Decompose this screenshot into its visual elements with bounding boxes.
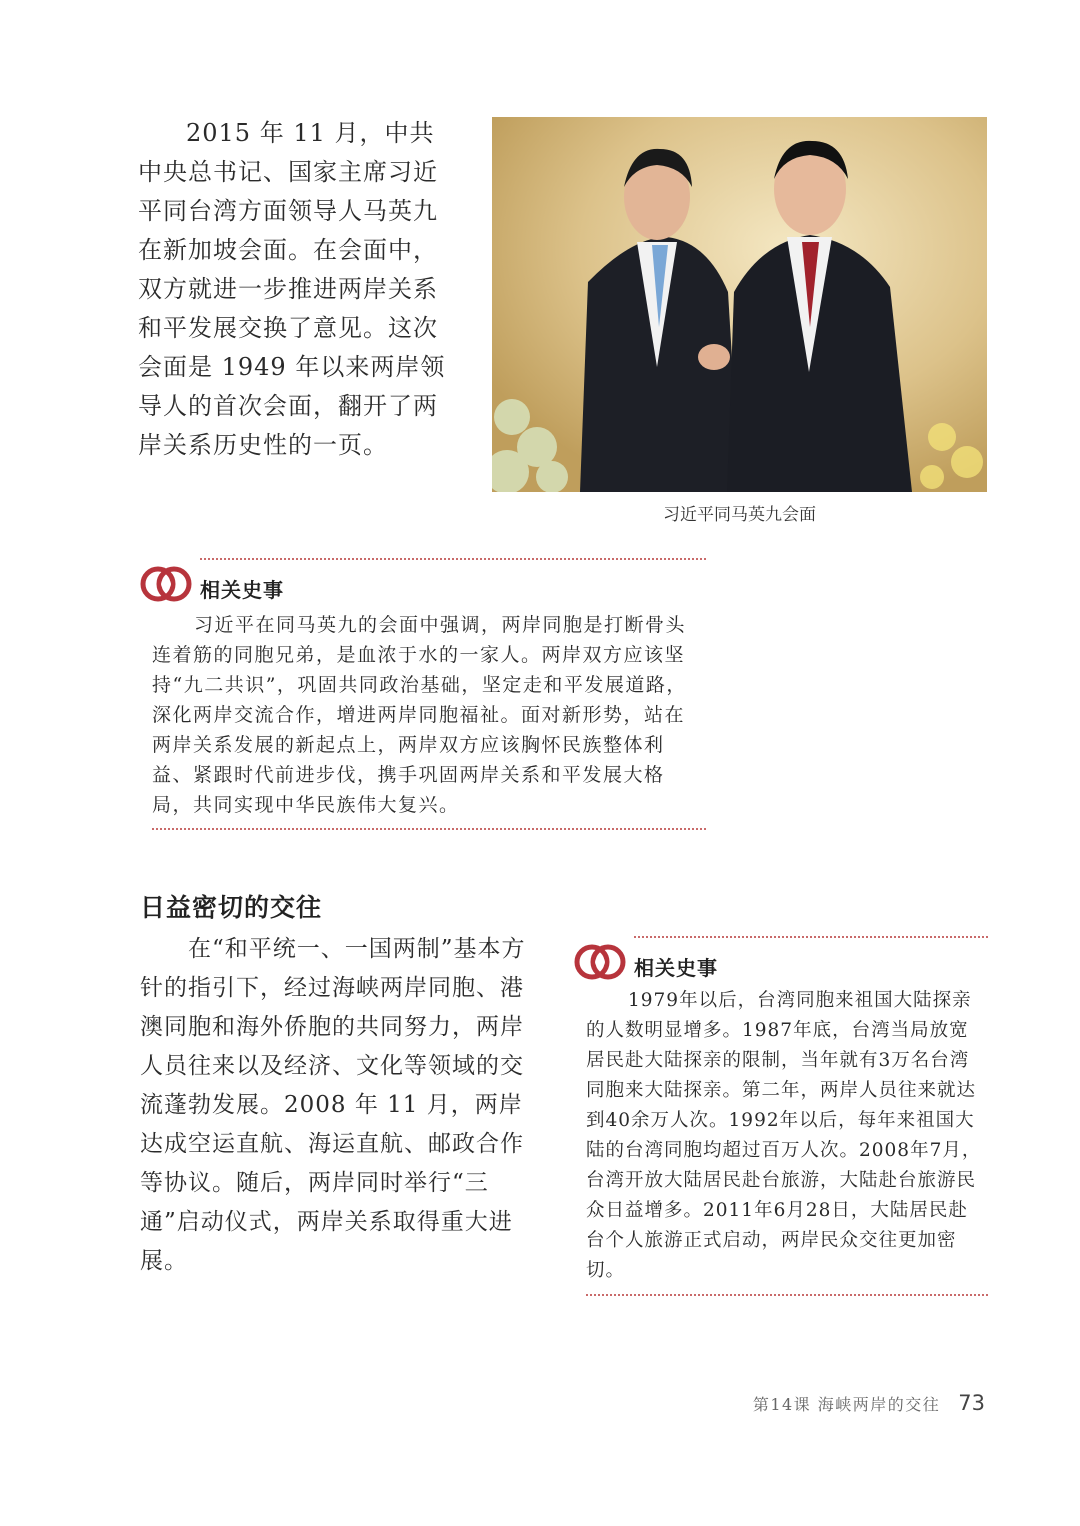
page-number: 73 xyxy=(958,1391,985,1415)
related-history-title: 相关史事 xyxy=(200,578,284,602)
related-history-box xyxy=(140,552,706,832)
dotted-rule-top-2 xyxy=(634,936,988,938)
related-history-text: 习近平在同马英九的会面中强调，两岸同胞是打断骨头连着筋的同胞兄弟，是血浓于水的一家人。两岸双方应该坚持“九二共识”，巩固共同政治基础，坚定走和平发展道路，深化两岸交流合作，增进两岸同胞福祉。面对新形势，站在两岸关系发展的新起点上，两岸双方应该胸怀民族整体利益、紧跟时代前进步伐，携手巩固两岸关系和平发展大格局，共同实现中华民族伟大复兴。 xyxy=(152,614,687,816)
lesson-label: 第14课 海峡两岸的交往 xyxy=(752,1395,941,1414)
related-history-box-2 xyxy=(574,930,988,1302)
intro-paragraph: 2015 年 11 月，中共中央总书记、国家主席习近平同台湾方面领导人马英九在新加坡会面。在会面中，双方就进一步推进两岸关系和平发展交换了意见。这次会面是 1949 年以来两岸领导人的首次会面，翻开了两岸关系历史性的一页。 xyxy=(138,119,446,459)
related-history-icon xyxy=(140,558,192,610)
related-history-text-2: 1979年以后，台湾同胞来祖国大陆探亲的人数明显增多。1987年底，台湾当局放宽居民赴大陆探亲的限制，当年就有3万名台湾同胞来大陆探亲。第二年，两岸人员往来就达到40余万人次。1992年以后，每年来祖国大陆的台湾同胞均超过百万人次。2008年7月，台湾开放大陆居民赴台旅游，大陆赴台旅游民众日益增多。2011年6月28日，大陆居民赴台个人旅游正式启动，两岸民众交往更加密切。 xyxy=(586,990,982,1281)
section-paragraph: 在“和平统一、一国两制”基本方针的指引下，经过海峡两岸同胞、港澳同胞和海外侨胞的共同努力，两岸人员往来以及经济、文化等领域的交流蓬勃发展。2008 年 11 月，两岸达成空运直航、海运直航、邮政合作等协议。随后，两岸同时举行“三通”启动仪式，两岸关系取得重大进展。 xyxy=(140,936,526,1274)
page-footer xyxy=(753,1391,985,1415)
photo-caption: 习近平同马英九会面 xyxy=(663,505,816,525)
section-heading: 日益密切的交往 xyxy=(140,893,323,922)
dotted-rule-bottom xyxy=(152,828,706,830)
dotted-rule-bottom-2 xyxy=(586,1294,988,1296)
related-history-title-2: 相关史事 xyxy=(634,956,718,980)
meeting-photo xyxy=(492,117,987,492)
related-history-icon xyxy=(574,936,626,988)
dotted-rule-top xyxy=(200,558,706,560)
